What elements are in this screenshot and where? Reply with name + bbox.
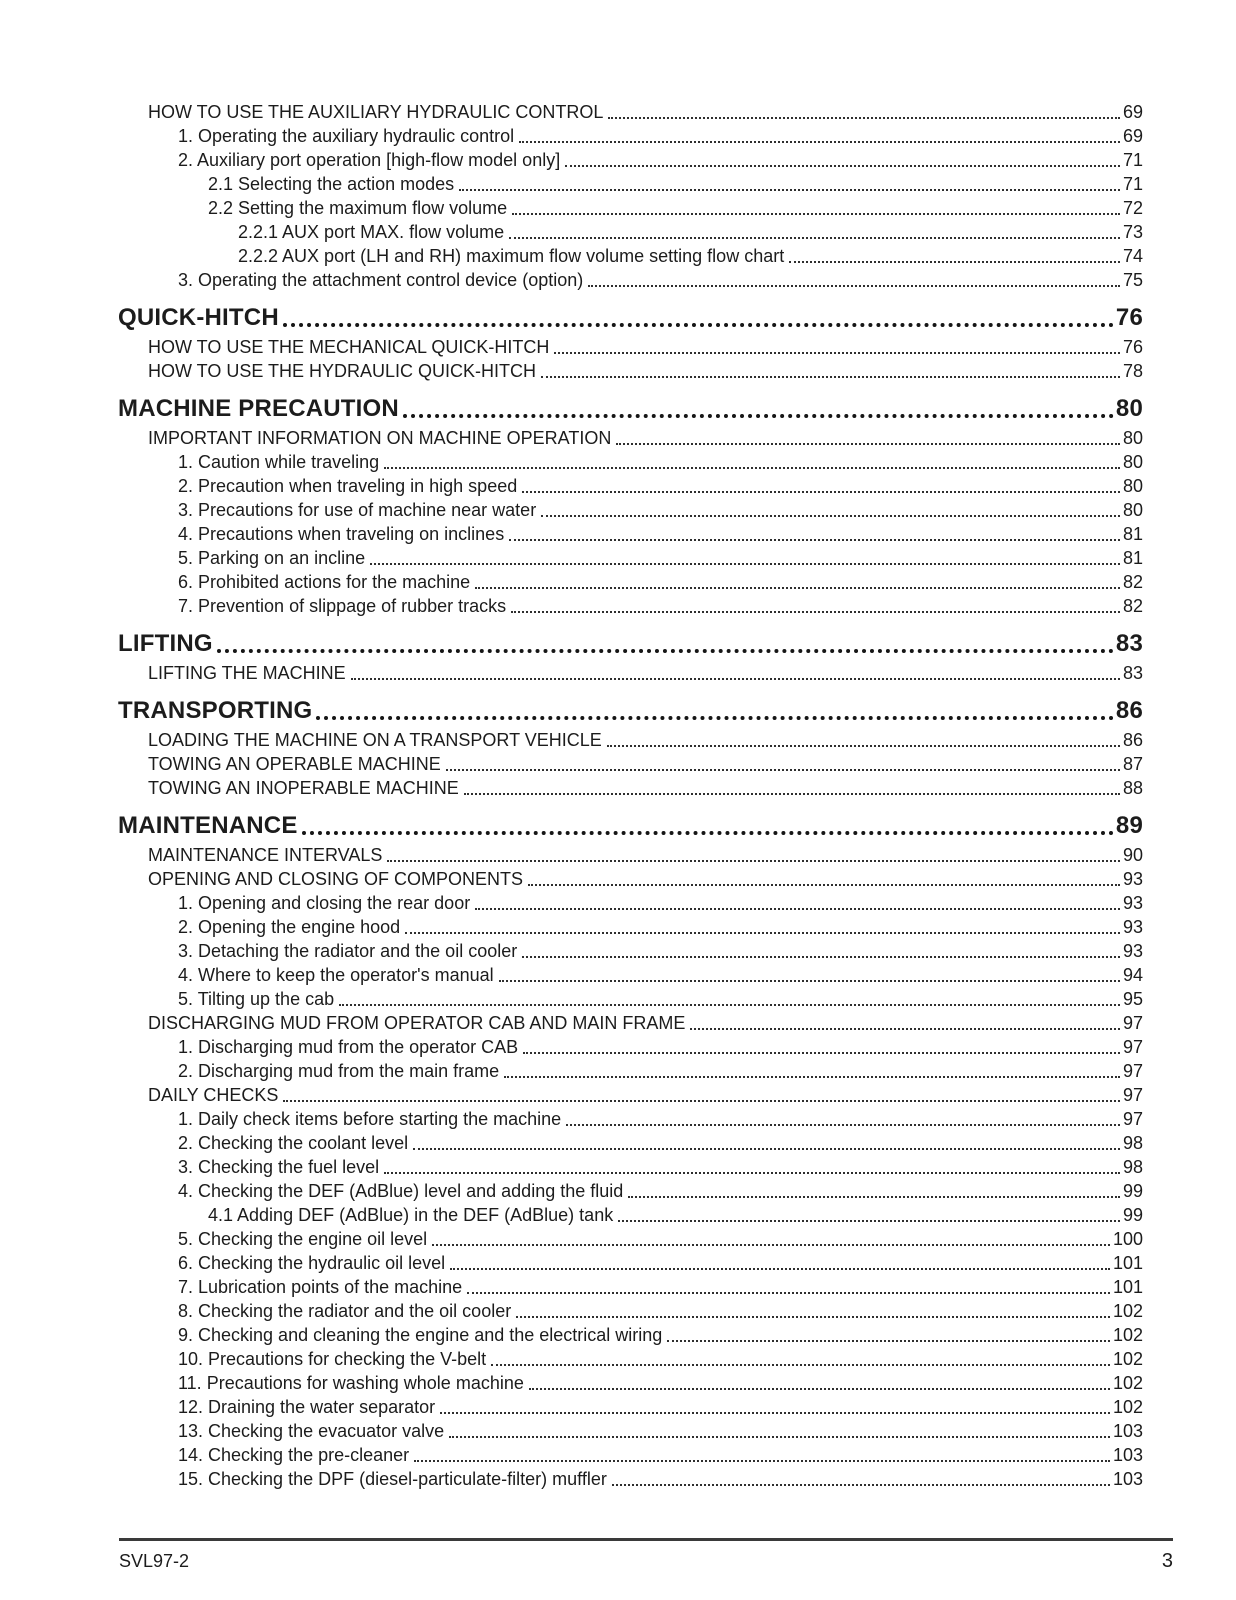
toc-entry [118, 1155, 1143, 1179]
toc-entry-label: TOWING AN OPERABLE MACHINE [148, 754, 441, 774]
toc-entry-label: DISCHARGING MUD FROM OPERATOR CAB AND MAIN FRAME [148, 1013, 686, 1033]
dot-leader [509, 237, 1120, 239]
toc-entry-label: 2. Precaution when traveling in high speed [178, 476, 518, 496]
toc-entry-label: 13. Checking the evacuator valve [178, 1421, 445, 1441]
dot-leader [339, 1004, 1120, 1006]
toc-entry [118, 1227, 1143, 1251]
toc-entry-label: 14. Checking the pre-cleaner [178, 1445, 410, 1465]
toc-entry-label: 1. Daily check items before starting the machine [178, 1109, 562, 1129]
toc-entry [118, 1299, 1143, 1323]
dot-leader [511, 611, 1120, 613]
toc-entry-label: 2. Auxiliary port operation [high-flow model only] [178, 150, 561, 170]
dot-leader [370, 563, 1120, 565]
dot-leader [529, 1388, 1110, 1390]
toc-entry [118, 172, 1143, 196]
toc-entry [118, 335, 1143, 359]
toc-entry-label: 10. Precautions for checking the V-belt [178, 1349, 487, 1369]
toc-entry [118, 220, 1143, 244]
toc-entry [118, 915, 1143, 939]
dot-leader [467, 1292, 1110, 1294]
toc-entry-label: MAINTENANCE [118, 812, 298, 839]
toc-entry-page: 80 [1122, 476, 1143, 496]
toc-entry-label: 7. Prevention of slippage of rubber tracks [178, 596, 507, 616]
toc-entry [118, 450, 1143, 474]
toc-entry [118, 268, 1143, 292]
toc-entry-label: 6. Prohibited actions for the machine [178, 572, 471, 592]
dot-leader [516, 1316, 1110, 1318]
toc-entry [118, 695, 1143, 727]
toc-entry [118, 148, 1143, 172]
toc-entry-label: LIFTING THE MACHINE [148, 663, 346, 683]
toc-entry-page: 97 [1122, 1061, 1143, 1081]
toc-entry-label: 3. Precautions for use of machine near water [178, 500, 537, 520]
toc-entry-page: 97 [1122, 1037, 1143, 1057]
dot-leader [440, 1412, 1110, 1414]
dot-leader [414, 1460, 1110, 1462]
dot-leader [413, 1148, 1120, 1150]
dot-leader [217, 649, 1114, 653]
dot-leader [459, 189, 1120, 191]
dot-leader [384, 467, 1120, 469]
toc-entry [118, 867, 1143, 891]
dot-leader [608, 117, 1120, 119]
toc-entry-page: 99 [1122, 1181, 1143, 1201]
toc-entry-label: 4. Precautions when traveling on inclines [178, 524, 505, 544]
toc-entry-label: 1. Operating the auxiliary hydraulic control [178, 126, 515, 146]
toc-entry-label: 3. Checking the fuel level [178, 1157, 380, 1177]
toc-entry-page: 103 [1112, 1469, 1143, 1489]
toc-entry-page: 76 [1115, 304, 1143, 331]
toc-entry [118, 1275, 1143, 1299]
dot-leader [789, 261, 1120, 263]
toc-entry-page: 81 [1122, 524, 1143, 544]
toc-entry-page: 102 [1112, 1325, 1143, 1345]
dot-leader [512, 213, 1120, 215]
toc-entry-page: 72 [1122, 198, 1143, 218]
toc-entry-label: 11. Precautions for washing whole machine [178, 1373, 524, 1393]
toc-entry-page: 74 [1122, 246, 1143, 266]
toc-entry-page: 73 [1122, 222, 1143, 242]
dot-leader [522, 956, 1120, 958]
toc-entry-label: 2. Opening the engine hood [178, 917, 401, 937]
toc-entry [118, 810, 1143, 842]
dot-leader [283, 1100, 1120, 1102]
page-footer [119, 1538, 1173, 1573]
toc-entry-label: LIFTING [118, 630, 213, 657]
toc-entry-label: QUICK-HITCH [118, 304, 279, 331]
toc-entry [118, 939, 1143, 963]
dot-leader [283, 323, 1114, 327]
dot-leader [618, 1220, 1120, 1222]
dot-leader [541, 376, 1120, 378]
toc-entry [118, 1035, 1143, 1059]
toc-entry-page: 97 [1122, 1085, 1143, 1105]
toc-entry [118, 1083, 1143, 1107]
toc-entry-label: 7. Lubrication points of the machine [178, 1277, 463, 1297]
toc-entry-label: 12. Draining the water separator [178, 1397, 436, 1417]
toc-entry [118, 1179, 1143, 1203]
toc-entry-label: MAINTENANCE INTERVALS [148, 845, 383, 865]
toc-entry-page: 99 [1122, 1205, 1143, 1225]
toc-entry-label: TOWING AN INOPERABLE MACHINE [148, 778, 459, 798]
dot-leader [628, 1196, 1120, 1198]
dot-leader [405, 932, 1120, 934]
toc-entry-page: 103 [1112, 1421, 1143, 1441]
toc-entry-page: 98 [1122, 1133, 1143, 1153]
toc-entry-page: 98 [1122, 1157, 1143, 1177]
toc-entry-label: MACHINE PRECAUTION [118, 395, 399, 422]
toc-entry-page: 101 [1112, 1253, 1143, 1273]
dot-leader [565, 165, 1120, 167]
toc-entry-label: 1. Discharging mud from the operator CAB [178, 1037, 519, 1057]
toc-entry [118, 570, 1143, 594]
toc-entry-page: 93 [1122, 869, 1143, 889]
toc-entry-page: 81 [1122, 548, 1143, 568]
footer-page-number: 3 [1161, 1550, 1173, 1572]
toc-entry-page: 89 [1115, 812, 1143, 839]
toc-entry [118, 522, 1143, 546]
footer-model-code: SVL97-2 [119, 1551, 190, 1571]
toc-entry [118, 1347, 1143, 1371]
toc-entry-label: 6. Checking the hydraulic oil level [178, 1253, 446, 1273]
toc-entry [118, 628, 1143, 660]
dot-leader [475, 908, 1120, 910]
toc-entry-label: 2.2.1 AUX port MAX. flow volume [238, 222, 505, 242]
toc-entry-page: 97 [1122, 1109, 1143, 1129]
toc-entry-page: 97 [1122, 1013, 1143, 1033]
toc-entry-label: 5. Checking the engine oil level [178, 1229, 428, 1249]
toc-entry-page: 80 [1122, 428, 1143, 448]
toc-entry [118, 244, 1143, 268]
toc-entry-label: HOW TO USE THE HYDRAULIC QUICK-HITCH [148, 361, 537, 381]
toc-entry-label: 5. Parking on an incline [178, 548, 366, 568]
toc-entry-page: 82 [1122, 572, 1143, 592]
dot-leader [384, 1172, 1120, 1174]
toc-entry-page: 69 [1122, 126, 1143, 146]
toc-entry-label: 9. Checking and cleaning the engine and the electrical wiring [178, 1325, 663, 1345]
toc-entry-page: 80 [1115, 395, 1143, 422]
toc-entry-label: 3. Detaching the radiator and the oil cooler [178, 941, 518, 961]
dot-leader [522, 491, 1120, 493]
toc-entry [118, 1467, 1143, 1491]
toc-entry-page: 76 [1122, 337, 1143, 357]
dot-leader [449, 1436, 1110, 1438]
toc-entry-label: TRANSPORTING [118, 697, 313, 724]
dot-leader [690, 1028, 1120, 1030]
toc-entry-page: 93 [1122, 893, 1143, 913]
toc-entry [118, 124, 1143, 148]
toc-entry-label: 3. Operating the attachment control device (option) [178, 270, 584, 290]
dot-leader [566, 1124, 1120, 1126]
toc-entry [118, 426, 1143, 450]
toc-entry [118, 891, 1143, 915]
dot-leader [464, 793, 1120, 795]
toc-entry-page: 69 [1122, 102, 1143, 122]
toc-entry-page: 102 [1112, 1373, 1143, 1393]
dot-leader [612, 1484, 1110, 1486]
toc-entry-label: DAILY CHECKS [148, 1085, 279, 1105]
dot-leader [387, 860, 1120, 862]
toc-entry-label: 4. Where to keep the operator's manual [178, 965, 494, 985]
toc-entry [118, 1443, 1143, 1467]
toc-entry [118, 987, 1143, 1011]
dot-leader [446, 769, 1120, 771]
toc-entry-page: 93 [1122, 917, 1143, 937]
toc-entry-label: 2.2.2 AUX port (LH and RH) maximum flow volume setting flow chart [238, 246, 785, 266]
toc-entry-page: 78 [1122, 361, 1143, 381]
toc-entry-page: 94 [1122, 965, 1143, 985]
toc-entry-page: 101 [1112, 1277, 1143, 1297]
toc-entry [118, 843, 1143, 867]
toc-entry-label: 2.1 Selecting the action modes [208, 174, 455, 194]
toc-entry-page: 71 [1122, 150, 1143, 170]
toc-entry [118, 1371, 1143, 1395]
toc-entry-page: 93 [1122, 941, 1143, 961]
dot-leader [667, 1340, 1110, 1342]
toc-entry [118, 100, 1143, 124]
toc-entry [118, 963, 1143, 987]
dot-leader [316, 716, 1113, 720]
toc-entry [118, 661, 1143, 685]
dot-leader [351, 678, 1120, 680]
dot-leader [302, 831, 1114, 835]
toc-entry-page: 80 [1122, 500, 1143, 520]
dot-leader [528, 884, 1120, 886]
toc-entry-page: 102 [1112, 1397, 1143, 1417]
toc-entry-label: HOW TO USE THE AUXILIARY HYDRAULIC CONTROL [148, 102, 604, 122]
dot-leader [509, 539, 1120, 541]
toc-entry-page: 82 [1122, 596, 1143, 616]
toc-entry [118, 1203, 1143, 1227]
toc-entry-page: 88 [1122, 778, 1143, 798]
toc-entry [118, 776, 1143, 800]
toc-entry [118, 1323, 1143, 1347]
toc-entry [118, 393, 1143, 425]
toc-entry-page: 95 [1122, 989, 1143, 1009]
dot-leader [588, 285, 1120, 287]
toc-entry [118, 1419, 1143, 1443]
footer-content [119, 1541, 1173, 1573]
toc-entry-label: 1. Caution while traveling [178, 452, 380, 472]
toc-entry-label: 2. Checking the coolant level [178, 1133, 409, 1153]
toc-entry [118, 1395, 1143, 1419]
toc-entry [118, 728, 1143, 752]
dot-leader [554, 352, 1120, 354]
toc-entry-page: 80 [1122, 452, 1143, 472]
toc-entry-page: 90 [1122, 845, 1143, 865]
dot-leader [450, 1268, 1110, 1270]
table-of-contents [118, 100, 1143, 1491]
toc-entry-page: 75 [1122, 270, 1143, 290]
toc-entry [118, 1059, 1143, 1083]
dot-leader [432, 1244, 1110, 1246]
toc-entry-label: 2.2 Setting the maximum flow volume [208, 198, 508, 218]
toc-entry-label: OPENING AND CLOSING OF COMPONENTS [148, 869, 524, 889]
toc-entry-label: 15. Checking the DPF (diesel-particulate-filter) muffler [178, 1469, 607, 1489]
toc-entry [118, 546, 1143, 570]
toc-entry [118, 1251, 1143, 1275]
toc-entry-label: 5. Tilting up the cab [178, 989, 335, 1009]
toc-entry-page: 103 [1112, 1445, 1143, 1465]
toc-entry-page: 83 [1115, 630, 1143, 657]
dot-leader [541, 515, 1120, 517]
toc-entry [118, 359, 1143, 383]
dot-leader [519, 141, 1120, 143]
toc-entry-page: 71 [1122, 174, 1143, 194]
toc-entry-label: LOADING THE MACHINE ON A TRANSPORT VEHICLE [148, 730, 602, 750]
toc-entry-label: IMPORTANT INFORMATION ON MACHINE OPERATION [148, 428, 612, 448]
toc-entry [118, 474, 1143, 498]
toc-entry [118, 498, 1143, 522]
dot-leader [607, 745, 1120, 747]
dot-leader [491, 1364, 1110, 1366]
dot-leader [499, 980, 1120, 982]
toc-entry [118, 196, 1143, 220]
dot-leader [504, 1076, 1120, 1078]
toc-entry-label: 8. Checking the radiator and the oil cooler [178, 1301, 512, 1321]
toc-entry-page: 83 [1122, 663, 1143, 683]
dot-leader [475, 587, 1120, 589]
toc-entry [118, 1011, 1143, 1035]
toc-entry-label: 4. Checking the DEF (AdBlue) level and adding the fluid [178, 1181, 624, 1201]
dot-leader [403, 414, 1114, 418]
toc-entry [118, 594, 1143, 618]
dot-leader [616, 443, 1120, 445]
toc-entry-label: 2. Discharging mud from the main frame [178, 1061, 500, 1081]
toc-entry [118, 1131, 1143, 1155]
toc-entry [118, 1107, 1143, 1131]
toc-entry-page: 86 [1115, 697, 1143, 724]
toc-entry [118, 302, 1143, 334]
toc-entry-page: 100 [1112, 1229, 1143, 1249]
toc-entry [118, 752, 1143, 776]
toc-entry-label: 1. Opening and closing the rear door [178, 893, 471, 913]
toc-entry-page: 86 [1122, 730, 1143, 750]
toc-entry-label: HOW TO USE THE MECHANICAL QUICK-HITCH [148, 337, 550, 357]
toc-entry-page: 102 [1112, 1301, 1143, 1321]
toc-entry-page: 102 [1112, 1349, 1143, 1369]
dot-leader [523, 1052, 1120, 1054]
toc-entry-page: 87 [1122, 754, 1143, 774]
toc-entry-label: 4.1 Adding DEF (AdBlue) in the DEF (AdBlue) tank [208, 1205, 614, 1225]
